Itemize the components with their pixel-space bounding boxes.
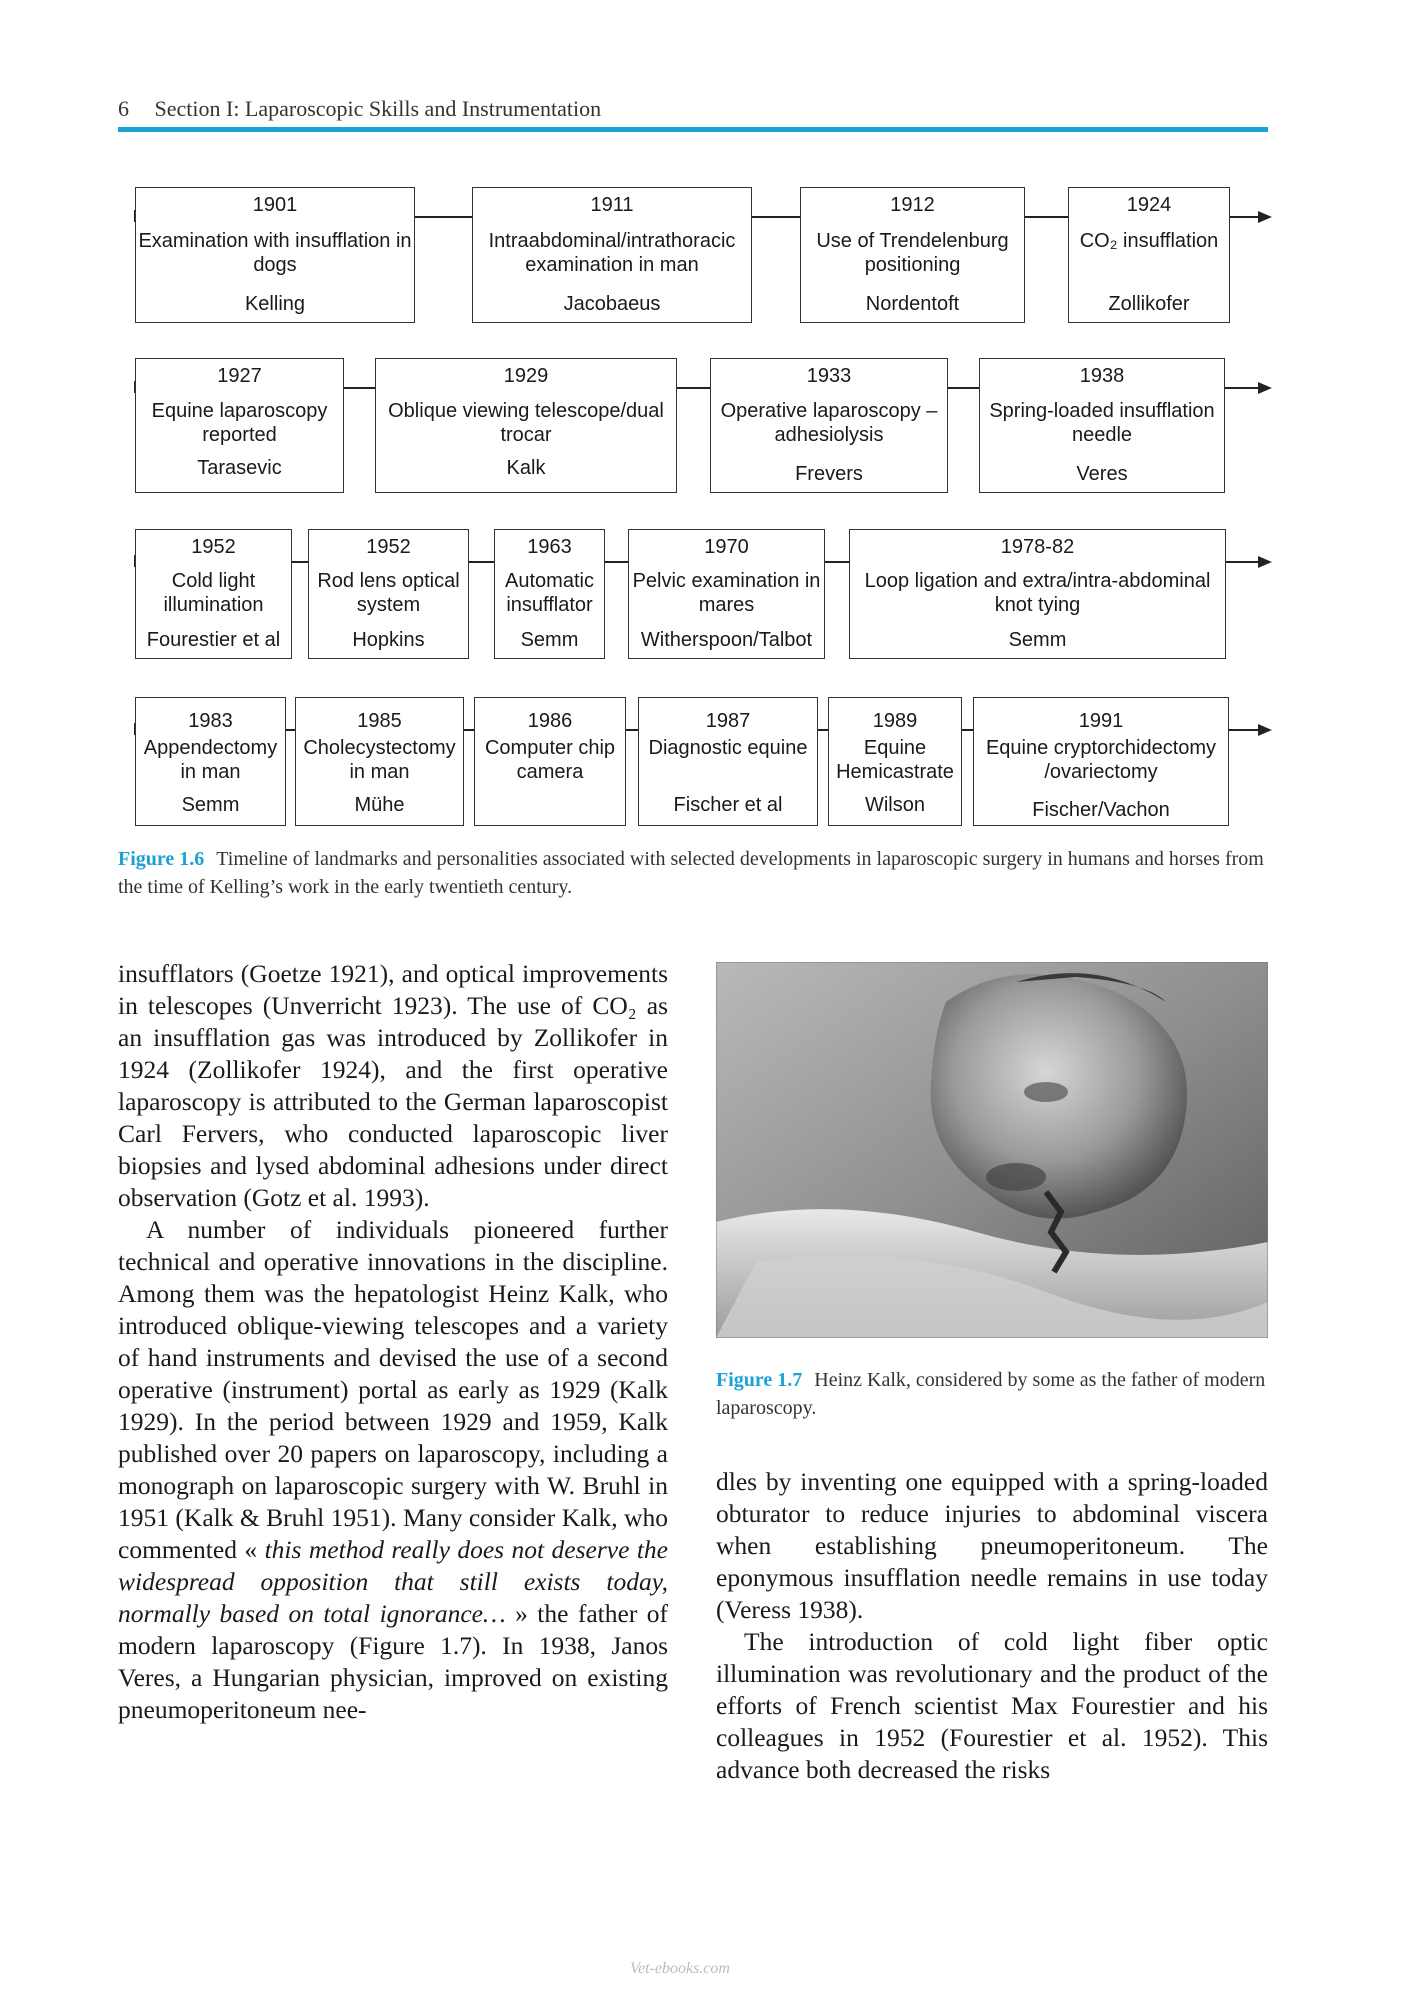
- timeline-event: Rod lens optical system: [317, 570, 460, 616]
- timeline-event: Loop ligation and extra/intra-abdominal knot tying: [864, 570, 1211, 616]
- timeline-person: Jacobaeus: [563, 293, 661, 315]
- body-column-left: [118, 958, 668, 1726]
- timeline-box: [472, 187, 752, 323]
- timeline-event: Oblique viewing telescope/dual trocar: [388, 400, 664, 446]
- timeline-box: [474, 697, 626, 826]
- timeline-event: Equine Hemicastrate: [836, 737, 954, 783]
- body-paragraph: The introduction of cold light fiber optic illumination was revolutionary and the product of the efforts of French scientist Max Fourestier and his colleagues in 1952 (Fourestier et al. 1952). This advance both decreased the risks: [716, 1627, 1268, 1784]
- timeline-person: Kalk: [506, 457, 546, 479]
- timeline-arrow-icon: [1258, 724, 1272, 736]
- timeline-event: Examination with insufflation in dogs: [138, 230, 412, 276]
- timeline-box: [979, 358, 1225, 493]
- timeline-person: Semm: [520, 629, 579, 651]
- timeline-box: [494, 529, 605, 659]
- timeline-year: 1970: [704, 536, 749, 558]
- timeline-year: 1901: [252, 194, 298, 216]
- timeline-person: Veres: [1076, 463, 1128, 485]
- timeline-person: Semm: [181, 794, 240, 816]
- figure-caption: [716, 1366, 1268, 1422]
- timeline-year: 1938: [1079, 365, 1125, 387]
- timeline-box: [135, 187, 415, 323]
- timeline-year: 1963: [527, 536, 572, 558]
- timeline-event: Operative laparoscopy – adhesiolysis: [720, 400, 938, 446]
- body-paragraph: [118, 1214, 668, 1726]
- timeline-box: [135, 697, 286, 826]
- timeline-year: 1989: [872, 710, 918, 732]
- timeline-year: 1911: [590, 194, 634, 216]
- timeline-box: [973, 697, 1229, 826]
- timeline-event: Cholecystectomy in man: [303, 737, 456, 783]
- timeline-year: 1987: [705, 710, 751, 732]
- watermark-logo: [630, 1954, 770, 1980]
- body-text: » the father of modern laparoscopy (Figure 1.7). In 1938, Janos Veres, a Hungarian physician, improved on existing pneumoperitoneum nee-: [118, 1599, 668, 1724]
- timeline-box: [800, 187, 1025, 323]
- section-title: Section I: Laparoscopic Skills and Instrumentation: [154, 96, 602, 121]
- timeline-person: Fischer et al: [673, 794, 783, 816]
- timeline-arrow-icon: [1258, 556, 1272, 568]
- timeline-year: 1985: [357, 710, 402, 732]
- timeline-event: Equine cryptorchidectomy /ovariectomy: [985, 737, 1217, 783]
- timeline-year: 1986: [527, 710, 573, 732]
- figure-label: Figure 1.7: [716, 1369, 803, 1391]
- timeline-person: Fourestier et al: [146, 629, 281, 651]
- timeline-arrow-icon: [1258, 382, 1272, 394]
- body-column-right: [716, 1466, 1268, 1786]
- body-paragraph: dles by inventing one equipped with a spring-loaded obturator to reduce injuries to abdominal viscera when establishing pneumoperitoneum. The eponymous insufflation needle remains in use today (Veress 1938).: [716, 1467, 1268, 1624]
- timeline-event: Automatic insufflator: [505, 570, 594, 616]
- timeline-year: 1991: [1078, 710, 1124, 732]
- page-number: 6: [118, 96, 129, 121]
- timeline-year: 1983: [188, 710, 233, 732]
- timeline-box: [135, 358, 344, 493]
- timeline-event: Cold light illumination: [163, 570, 264, 616]
- kalk-photo: [716, 962, 1268, 1338]
- timeline-year: 1952: [366, 536, 411, 558]
- timeline-person: Tarasevic: [197, 457, 282, 479]
- timeline-box: [308, 529, 469, 659]
- timeline-box: [375, 358, 677, 493]
- timeline-year: 1929: [503, 365, 549, 387]
- timeline-person: Fischer/Vachon: [1032, 799, 1170, 821]
- timeline-year: 1924: [1126, 194, 1172, 216]
- timeline-box: [638, 697, 818, 826]
- timeline-person: Nordentoft: [865, 293, 960, 315]
- watermark-text: Vet-ebooks.com: [630, 1960, 730, 1977]
- timeline-event: Appendectomy in man: [143, 737, 278, 783]
- timeline-box: [828, 697, 962, 826]
- timeline-person: Kelling: [244, 293, 306, 315]
- figure-label: Figure 1.6: [118, 848, 205, 870]
- timeline-arrow-icon: [1258, 211, 1272, 223]
- timeline-event: Pelvic examination in mares: [632, 570, 821, 616]
- timeline-box: [295, 697, 464, 826]
- timeline-box: [849, 529, 1226, 659]
- body-text: A number of individuals pioneered further technical and operative innovations in the discipline. Among them was the hepatologist Heinz Kalk, who introduced oblique-viewing telescopes and a variety of hand instruments and devised the use of a second operative (instrument) portal as early as 1929 (Kalk 1929). In the period between 1929 and 1959, Kalk published over 20 papers on laparoscopy, including a monograph on laparoscopic surgery with W. Bruhl in 1951 (Kalk & Bruhl 1951). Many consider Kalk, who commented «: [118, 1215, 668, 1564]
- figure-caption-text: Timeline of landmarks and personalities associated with selected developments in laparoscopic surgery in humans and horses from the time of Kelling’s work in the early twentieth century.: [118, 848, 1264, 898]
- timeline-figure: [0, 0, 1402, 850]
- timeline-box: [628, 529, 825, 659]
- timeline-person: Mühe: [354, 794, 405, 816]
- body-paragraph: insufflators (Goetze 1921), and optical improvements in telescopes (Unverricht 1923). The use of CO₂ as an insufflation gas was introduced by Zollikofer in 1924 (Zollikofer 1924), and the first operative laparoscopy is attributed to the German laparoscopist Carl Fervers, who conducted laparoscopic liver biopsies and lysed abdominal adhesions under direct observation (Gotz et al. 1993).: [118, 959, 668, 1212]
- timeline-event: Diagnostic equine: [648, 737, 808, 759]
- timeline-event: Computer chip camera: [484, 737, 616, 783]
- timeline-box: [1068, 187, 1230, 323]
- timeline-event: CO₂ insufflation: [1079, 230, 1219, 252]
- timeline-event: Spring-loaded insufflation needle: [989, 400, 1215, 446]
- timeline-year: 1927: [217, 365, 262, 387]
- timeline-person: Frevers: [795, 463, 863, 485]
- figure-caption-text: Heinz Kalk, considered by some as the father of modern laparoscopy.: [716, 1369, 1266, 1419]
- timeline-box: [710, 358, 948, 493]
- timeline-year: 1978-82: [1000, 536, 1075, 558]
- timeline-person: Hopkins: [352, 629, 425, 651]
- figure-caption: [118, 845, 1268, 901]
- timeline-person: Zollikofer: [1108, 293, 1190, 315]
- timeline-year: 1912: [890, 194, 935, 216]
- timeline-year: 1933: [806, 365, 852, 387]
- timeline-person: Semm: [1008, 629, 1067, 651]
- timeline-event: Equine laparoscopy reported: [151, 400, 328, 446]
- timeline-person: Witherspoon/Talbot: [640, 629, 813, 651]
- timeline-box: [135, 529, 292, 659]
- timeline-year: 1952: [191, 536, 236, 558]
- timeline-event: Use of Trendelenburg positioning: [816, 230, 1009, 276]
- quote-text: this method really does not deserve the widespread opposition that still exists today, normally based on total ignorance…: [118, 1535, 668, 1628]
- timeline-person: Wilson: [864, 794, 925, 816]
- timeline-event: Intraabdominal/intrathoracic examination in man: [488, 230, 736, 276]
